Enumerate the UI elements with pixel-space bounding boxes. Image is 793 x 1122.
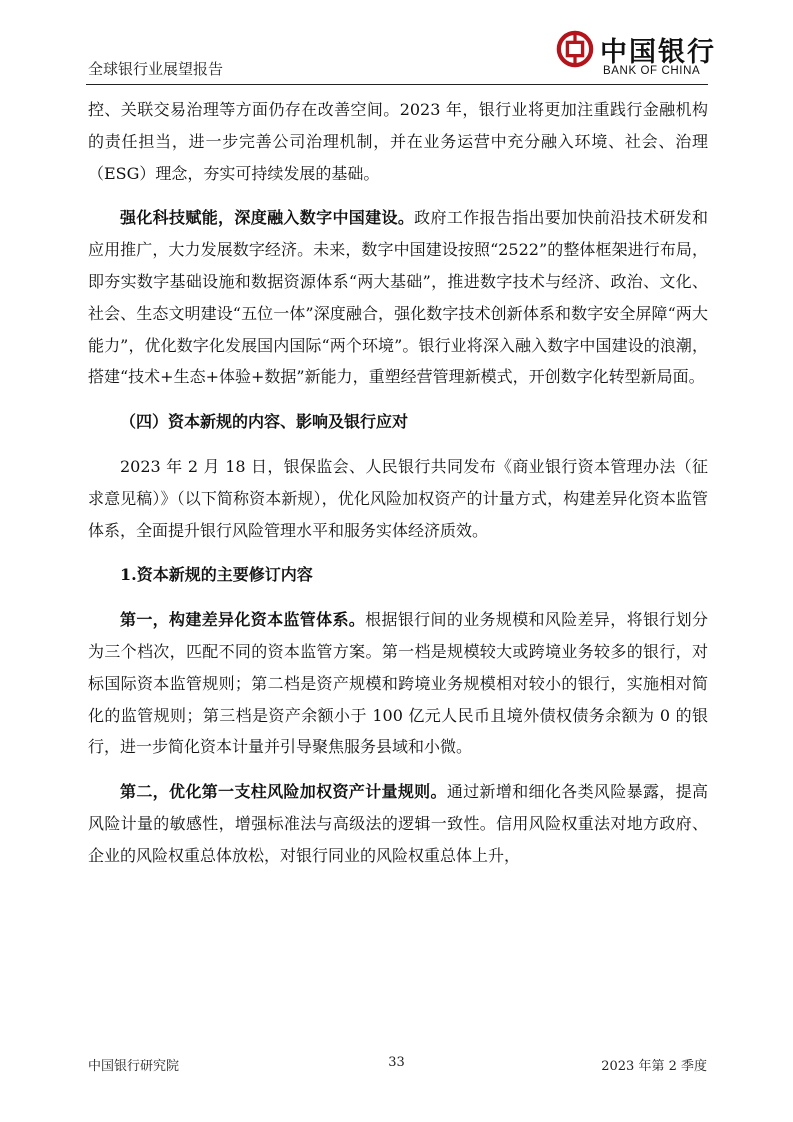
logo-english-text: BANK OF CHINA (603, 65, 701, 77)
footer-institute: 中国银行研究院 (88, 1059, 180, 1074)
header-divider (86, 84, 708, 85)
bank-logo (556, 28, 716, 82)
report-title: 全球银行业展望报告 (88, 60, 224, 78)
paragraph-digital-china (88, 202, 708, 393)
footer-period: 2023 年第 2 季度 (601, 1059, 707, 1074)
paragraph-lead: 第二，优化第一支柱风险加权资产计量规则。 (120, 782, 447, 802)
paragraph-text: 通过新增和细化各类风险暴露，提高风险计量的敏感性，增强标准法与高级法的逻辑一致性。信用风险权重法对地方政府、企业的风险权重总体放松，对银行同业的风险权重总体上升， (88, 782, 708, 865)
paragraph-esg: 控、关联交易治理等方面仍存在改善空间。2023 年，银行业将更加注重践行金融机构的责任担当，进一步完善公司治理机制，并在业务运营中充分融入环境、社会、治理（ESG）理念，夯实可持续发展的基础。 (88, 100, 708, 183)
paragraph-text: 政府工作报告指出要加快前沿技术研发和应用推广，大力发展数字经济。未来，数字中国建设按照“2522”的整体框架进行布局，即夯实数字基础设施和数据资源体系“两大基础”，推进数字技术与经济、政治、文化、社会、生态文明建设“五位一体”深度融合，强化数字技术创新体系和数字安全屏障“两大能力”，优化数字化发展国内国际“两个环境”。银行业将深入融入数字中国建设的浪潮，搭建“技术+生态+体验+数据”新能力，重塑经营管理新模式，开创数字化转型新局面。 (88, 208, 708, 387)
paragraph-lead: 第一，构建差异化资本监管体系。 (120, 610, 366, 630)
paragraph-capital-rules: 2023 年 2 月 18 日，银保监会、人民银行共同发布《商业银行资本管理办法（征求意见稿）》（以下简称资本新规），优化风险加权资产的计量方式，构建差异化资本监管体系，全面提升银行风险管理水平和服务实体经济质效。 (88, 456, 708, 540)
document-body (88, 94, 708, 872)
paragraph-pillar-one (88, 776, 708, 871)
logo-chinese-text: 中国银行 (600, 37, 716, 68)
paragraph-text: 根据银行间的业务规模和风险差异，将银行划分为三个档次，匹配不同的资本监管方案。第一档是规模较大或跨境业务较多的银行，对标国际资本监管规则；第二档是资产规模和跨境业务规模相对较小的银行，实施相对简化的监管规则；第三档是资产余额小于 100 亿元人民币且境外债权债务余额为 0 的银行，进一步简化资本计量并引导聚焦服务县域和小微。 (88, 610, 708, 757)
subsection-heading: 1.资本新规的主要修订内容 (120, 565, 313, 585)
paragraph-tiered-supervision (88, 604, 708, 763)
page-number: 33 (388, 1055, 405, 1070)
section-heading: （四）资本新规的内容、影响及银行应对 (120, 412, 409, 432)
paragraph-lead: 强化科技赋能，深度融入数字中国建设。 (120, 208, 415, 228)
bank-of-china-logo-icon (556, 30, 594, 68)
